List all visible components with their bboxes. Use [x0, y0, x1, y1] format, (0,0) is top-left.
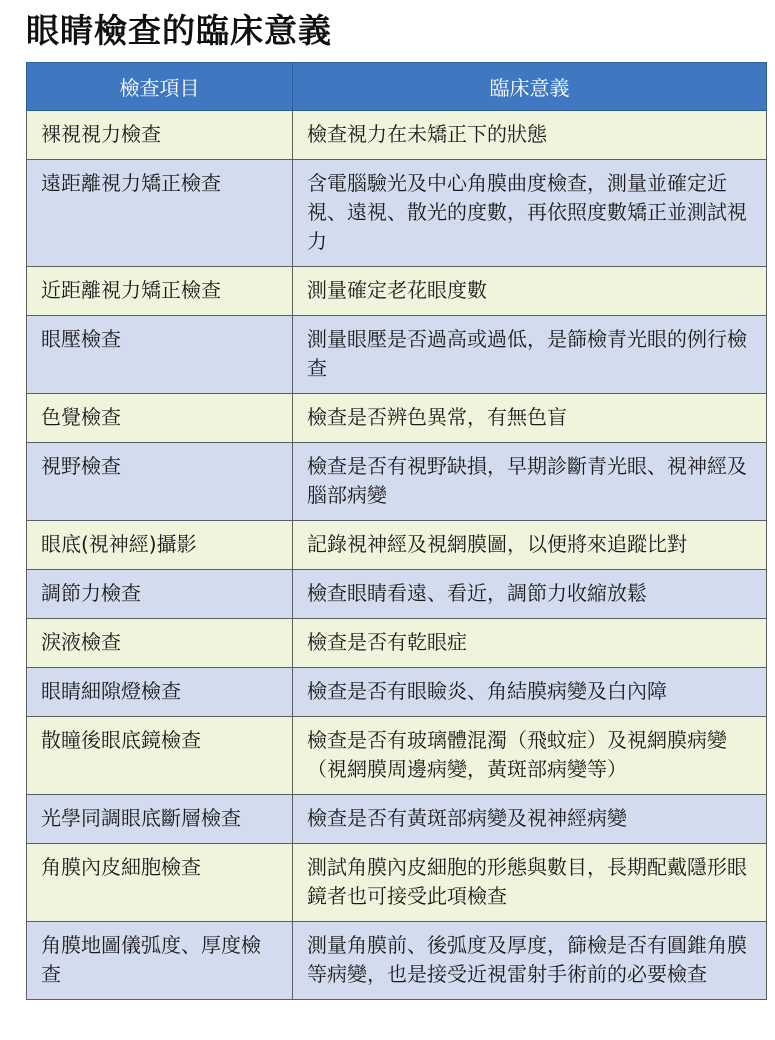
exam-item-cell: 散瞳後眼底鏡檢查 — [27, 717, 293, 795]
table-row — [27, 443, 767, 521]
clinical-meaning-cell: 檢查是否有黃斑部病變及視神經病變 — [293, 795, 767, 844]
exam-item-cell: 遠距離視力矯正檢查 — [27, 160, 293, 267]
clinical-meaning-cell: 記錄視神經及視網膜圖，以便將來追蹤比對 — [293, 521, 767, 570]
exam-item-cell: 淚液檢查 — [27, 619, 293, 668]
clinical-meaning-cell: 測量眼壓是否過高或過低，是篩檢青光眼的例行檢查 — [293, 316, 767, 394]
exam-item-cell: 裸視視力檢查 — [27, 111, 293, 160]
header-exam-item: 檢查項目 — [27, 63, 293, 111]
exam-item-cell: 眼壓檢查 — [27, 316, 293, 394]
exam-item-cell: 視野檢查 — [27, 443, 293, 521]
table-row — [27, 394, 767, 443]
table-row — [27, 521, 767, 570]
exam-item-cell: 調節力檢查 — [27, 570, 293, 619]
clinical-meaning-cell: 測試角膜內皮細胞的形態與數目，長期配戴隱形眼鏡者也可接受此項檢查 — [293, 844, 767, 922]
clinical-meaning-cell: 測量確定老花眼度數 — [293, 267, 767, 316]
clinical-meaning-cell: 檢查視力在未矯正下的狀態 — [293, 111, 767, 160]
exam-item-cell: 角膜地圖儀弧度、厚度檢查 — [27, 922, 293, 1000]
exam-table-container — [26, 62, 766, 1000]
header-clinical-meaning: 臨床意義 — [293, 63, 767, 111]
table-row — [27, 717, 767, 795]
table-header-row — [27, 63, 767, 111]
table-row — [27, 160, 767, 267]
table-row — [27, 619, 767, 668]
clinical-meaning-cell: 測量角膜前、後弧度及厚度，篩檢是否有圓錐角膜等病變，也是接受近視雷射手術前的必要檢查 — [293, 922, 767, 1000]
table-row — [27, 570, 767, 619]
exam-item-cell: 近距離視力矯正檢查 — [27, 267, 293, 316]
page-title: 眼睛檢查的臨床意義 — [26, 11, 332, 50]
exam-item-cell: 角膜內皮細胞檢查 — [27, 844, 293, 922]
clinical-meaning-cell: 檢查是否辨色異常，有無色盲 — [293, 394, 767, 443]
exam-table — [26, 62, 767, 1000]
exam-item-cell: 色覺檢查 — [27, 394, 293, 443]
clinical-meaning-cell: 檢查眼睛看遠、看近，調節力收縮放鬆 — [293, 570, 767, 619]
exam-item-cell: 眼底(視神經)攝影 — [27, 521, 293, 570]
clinical-meaning-cell: 檢查是否有眼瞼炎、角結膜病變及白內障 — [293, 668, 767, 717]
table-row — [27, 922, 767, 1000]
exam-item-cell: 眼睛細隙燈檢查 — [27, 668, 293, 717]
clinical-meaning-cell: 檢查是否有玻璃體混濁（飛蚊症）及視網膜病變（視網膜周邊病變，黃斑部病變等） — [293, 717, 767, 795]
table-row — [27, 267, 767, 316]
table-row — [27, 111, 767, 160]
table-row — [27, 668, 767, 717]
exam-item-cell: 光學同調眼底斷層檢查 — [27, 795, 293, 844]
table-row — [27, 844, 767, 922]
table-row — [27, 795, 767, 844]
clinical-meaning-cell: 檢查是否有乾眼症 — [293, 619, 767, 668]
clinical-meaning-cell: 含電腦驗光及中心角膜曲度檢查，測量並確定近視、遠視、散光的度數，再依照度數矯正並測試視力 — [293, 160, 767, 267]
clinical-meaning-cell: 檢查是否有視野缺損，早期診斷青光眼、視神經及腦部病變 — [293, 443, 767, 521]
table-row — [27, 316, 767, 394]
